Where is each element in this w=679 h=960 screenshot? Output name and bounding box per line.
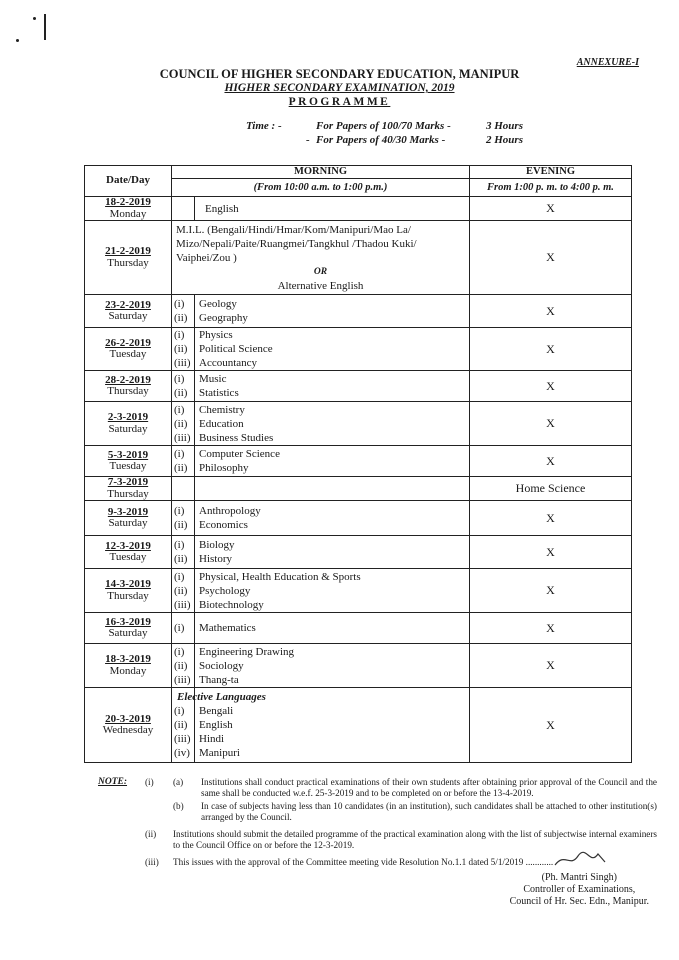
signature-block xyxy=(510,872,649,908)
time-duration: 2 Hours xyxy=(486,134,523,146)
subject-number-cell xyxy=(172,402,195,446)
subject-number: (i) xyxy=(174,298,185,310)
note-label: NOTE: xyxy=(98,777,128,787)
exam-date: 18-2-2019 xyxy=(105,196,151,208)
subject-number-cell xyxy=(172,197,195,221)
exam-day: Thursday xyxy=(107,487,149,500)
exam-date: 9-3-2019 xyxy=(107,505,149,518)
date-cell xyxy=(85,613,172,644)
council-title: COUNCIL OF HIGHER SECONDARY EDUCATION, MANIPUR xyxy=(159,67,520,81)
subject-number-cell xyxy=(172,644,195,688)
exam-day: Saturday xyxy=(108,627,148,639)
exam-schedule-table xyxy=(84,165,632,763)
exam-date: 5-3-2019 xyxy=(107,448,149,461)
subject-name: Education xyxy=(199,417,244,430)
evening-cell: X xyxy=(470,328,632,371)
time-block: Time : - For Papers of 100/70 Marks - 3 Hours - For Papers of 40/30 Marks - 2 Hours xyxy=(246,120,523,146)
table-row xyxy=(85,328,632,371)
evening-cell: X xyxy=(470,569,632,613)
subject-name: Philosophy xyxy=(199,462,249,474)
date-cell xyxy=(85,221,172,295)
subject-cell xyxy=(195,328,470,371)
note-number: (i) xyxy=(145,777,154,787)
subject-number: (i) xyxy=(174,403,185,416)
subject-number xyxy=(174,482,192,496)
subject-number: (ii) xyxy=(174,343,188,355)
subject-number: (i) xyxy=(174,645,185,658)
exam-day: Tuesday xyxy=(109,551,147,563)
subject-number: (ii) xyxy=(174,584,188,597)
subject-cell xyxy=(195,569,470,613)
evening-cell: Home Science xyxy=(470,477,632,501)
evening-time: From 1:00 p. m. to 4:00 p. m. xyxy=(470,179,632,197)
date-cell xyxy=(85,569,172,613)
exam-day: Monday xyxy=(109,207,147,220)
note-number: (iii) xyxy=(145,857,159,867)
date-cell xyxy=(85,402,172,446)
subject-cell xyxy=(195,197,470,221)
subject-name: Engineering Drawing xyxy=(199,645,294,658)
exam-date: 7-3-2019 xyxy=(107,476,149,488)
time-desc: For Papers of 40/30 Marks - xyxy=(316,134,446,146)
subject-number: (iii) xyxy=(174,357,191,369)
subject-number-cell xyxy=(172,477,195,501)
exam-day: Thursday xyxy=(107,385,149,397)
subject-number: (i) xyxy=(174,505,185,517)
evening-cell: X xyxy=(470,644,632,688)
subject-cell xyxy=(195,613,470,644)
exam-date: 14-3-2019 xyxy=(105,578,151,590)
subject-name: Biology xyxy=(199,539,235,551)
time-label: Time : - xyxy=(246,120,282,132)
evening-cell: X xyxy=(470,536,632,569)
subject-cell xyxy=(195,446,470,477)
subject-number: (ii) xyxy=(174,417,188,430)
subject-name: Hindi xyxy=(199,733,225,745)
subject-name: Computer Science xyxy=(199,448,280,460)
evening-cell: X xyxy=(470,295,632,328)
subject-name: English xyxy=(205,202,239,215)
subject-number: (iii) xyxy=(174,598,191,611)
note-text: Institutions should submit the detailed programme of the practical examination along with the list of subjectwise internal examiners to the Council Office on or before the 12-3-2019. xyxy=(173,829,658,850)
subject-number: (i) xyxy=(174,705,185,717)
evening-header: EVENING xyxy=(470,166,632,179)
table-row xyxy=(85,569,632,613)
table-row xyxy=(85,688,632,763)
date-cell xyxy=(85,295,172,328)
subject-name: Music xyxy=(199,373,227,385)
note-text: This issues with the approval of the Committee meeting vide Resolution No.1.1 dated 5/1/2019 ............ xyxy=(173,857,554,867)
table-row xyxy=(85,446,632,477)
subject-cell xyxy=(195,477,470,501)
table-row xyxy=(85,501,632,536)
subject-cell xyxy=(195,371,470,402)
subject-number-cell xyxy=(172,613,195,644)
date-cell xyxy=(85,501,172,536)
table-row xyxy=(85,197,632,221)
subject-number-cell xyxy=(172,371,195,402)
subject-name: Geography xyxy=(199,312,248,324)
exam-day: Saturday xyxy=(108,422,148,435)
subject-number-cell xyxy=(172,569,195,613)
subject-number: (ii) xyxy=(174,387,188,399)
or-label: OR xyxy=(313,266,328,277)
morning-time: (From 10:00 a.m. to 1:00 p.m.) xyxy=(172,179,470,197)
subject-number: (ii) xyxy=(174,519,188,531)
subject-number-cell xyxy=(172,501,195,536)
signatory-title: Controller of Examinations, xyxy=(523,884,636,895)
date-cell xyxy=(85,688,172,763)
subject-cell xyxy=(195,501,470,536)
subject-name: Physics xyxy=(199,329,233,341)
exam-day: Thursday xyxy=(107,256,149,269)
signatory-office: Council of Hr. Sec. Edn., Manipur. xyxy=(509,896,649,907)
subject-number: (i) xyxy=(174,570,185,583)
exam-date: 16-3-2019 xyxy=(105,615,151,628)
exam-date: 28-2-2019 xyxy=(105,373,151,386)
note-sub-number: (a) xyxy=(173,777,184,787)
subject-number: (iii) xyxy=(174,673,191,686)
exam-day: Saturday xyxy=(108,310,148,322)
date-cell xyxy=(85,644,172,688)
date-cell xyxy=(85,197,172,221)
subject-name: Economics xyxy=(199,519,248,531)
subject-name: Physical, Health Education & Sports xyxy=(199,570,361,583)
scan-dot xyxy=(16,39,19,42)
subject-name: M.I.L. (Bengali/Hindi/Hmar/Kom/Manipuri/Mao La/ Mizo/Nepali/Paite/Ruangmei/Tangkhul /Thadou Kuki/ Vaiphei/Zou ) xyxy=(176,223,417,264)
subject-number: (ii) xyxy=(174,659,188,672)
subject-cell xyxy=(195,295,470,328)
time-duration: 3 Hours xyxy=(486,120,523,132)
subject-number: (iii) xyxy=(174,431,191,444)
exam-day: Saturday xyxy=(108,517,148,529)
subject-name: Chemistry xyxy=(199,403,245,416)
date-cell xyxy=(85,446,172,477)
note-text: Institutions shall conduct practical examinations of their own students after obtaining prior approval of the Council and the same shall be conducted w.e.f. 25-3-2019 and to be completed on or before the 13-4-2019. xyxy=(201,777,657,798)
signature-scribble xyxy=(550,850,610,870)
date-cell xyxy=(85,328,172,371)
note-number: (ii) xyxy=(145,829,157,839)
subject-name: Statistics xyxy=(199,387,239,399)
evening-cell: X xyxy=(470,688,632,763)
note-sub-number: (b) xyxy=(173,801,184,811)
subject-name: Mathematics xyxy=(199,622,256,634)
time-desc: For Papers of 100/70 Marks - xyxy=(316,120,451,132)
subject-name: Bengali xyxy=(199,705,234,717)
exam-day: Wednesday xyxy=(102,724,154,736)
subject-name: Anthropology xyxy=(199,505,261,517)
exam-date: 20-3-2019 xyxy=(105,712,151,725)
exam-date: 12-3-2019 xyxy=(105,539,151,552)
table-row xyxy=(85,536,632,569)
subject-number-cell xyxy=(172,536,195,569)
annexure-label: ANNEXURE-I xyxy=(576,57,639,68)
note-item xyxy=(145,777,657,799)
scan-mark xyxy=(44,14,46,40)
subject-name: Manipuri xyxy=(199,747,240,759)
table-row xyxy=(85,613,632,644)
subject-number: (i) xyxy=(174,622,185,634)
date-cell xyxy=(85,536,172,569)
subject-cell xyxy=(195,644,470,688)
evening-cell: X xyxy=(470,371,632,402)
table-row xyxy=(85,477,632,501)
subject-name: Biotechnology xyxy=(199,598,264,611)
exam-day: Tuesday xyxy=(109,460,147,472)
elective-languages-heading: Elective Languages xyxy=(177,691,266,703)
subject-number xyxy=(174,202,192,216)
subject-cell xyxy=(172,221,470,295)
note-item xyxy=(145,829,657,851)
note-number xyxy=(145,801,173,823)
subject-number-cell xyxy=(172,328,195,371)
date-cell xyxy=(85,477,172,501)
subject-number: (iii) xyxy=(174,733,191,745)
date-cell xyxy=(85,371,172,402)
subject-name: Sociology xyxy=(199,659,244,672)
subject-name: Political Science xyxy=(199,343,273,355)
subject-name: Geology xyxy=(199,298,237,310)
exam-date: 18-3-2019 xyxy=(105,653,151,665)
exam-day: Tuesday xyxy=(109,348,147,360)
exam-title: HIGHER SECONDARY EXAMINATION, 2019 xyxy=(224,82,455,94)
exam-day: Monday xyxy=(109,664,147,677)
subject-cell xyxy=(195,402,470,446)
subject-number: (ii) xyxy=(174,312,188,324)
date-day-header: Date/Day xyxy=(85,166,172,197)
subject-name xyxy=(199,482,465,496)
subject-name: Thang-ta xyxy=(199,673,239,686)
exam-date: 23-2-2019 xyxy=(105,298,151,311)
exam-date: 2-3-2019 xyxy=(107,411,149,423)
subject-name: Business Studies xyxy=(199,431,274,444)
scan-dot xyxy=(33,17,36,20)
exam-date: 26-2-2019 xyxy=(105,336,151,349)
table-row xyxy=(85,644,632,688)
exam-day: Thursday xyxy=(107,589,149,602)
table-header-row xyxy=(85,166,632,179)
subject-number-cell xyxy=(172,446,195,477)
programme-title: PROGRAMME xyxy=(288,96,391,108)
subject-number: (i) xyxy=(174,329,185,341)
evening-cell: X xyxy=(470,402,632,446)
table-row xyxy=(85,402,632,446)
evening-cell: X xyxy=(470,197,632,221)
subject-name: Alternative English xyxy=(277,279,364,292)
subject-number: (ii) xyxy=(174,553,188,565)
evening-cell: X xyxy=(470,221,632,295)
subject-number-cell xyxy=(172,295,195,328)
subject-number: (ii) xyxy=(174,462,188,474)
evening-cell: X xyxy=(470,501,632,536)
exam-date: 21-2-2019 xyxy=(105,245,151,257)
subject-name: Accountancy xyxy=(199,357,258,369)
evening-cell: X xyxy=(470,613,632,644)
table-row xyxy=(85,295,632,328)
subject-number: (i) xyxy=(174,539,185,551)
subject-name: English xyxy=(199,719,233,731)
subject-name: Psychology xyxy=(199,584,251,597)
note-text: In case of subjects having less than 10 candidates (in an institution), such candidates shall be attached to other institution(s) arranged by the Council. xyxy=(201,801,657,822)
table-row xyxy=(85,371,632,402)
subject-name: History xyxy=(199,553,232,565)
subject-number: (i) xyxy=(174,448,185,460)
evening-cell: X xyxy=(470,446,632,477)
subject-cell xyxy=(195,536,470,569)
signatory-name: (Ph. Mantri Singh) xyxy=(541,872,617,883)
morning-header: MORNING xyxy=(172,166,470,179)
table-row xyxy=(85,221,632,295)
subject-number: (ii) xyxy=(174,719,188,731)
subject-number: (iv) xyxy=(174,747,190,759)
note-item xyxy=(145,801,657,823)
subject-number: (i) xyxy=(174,373,185,385)
